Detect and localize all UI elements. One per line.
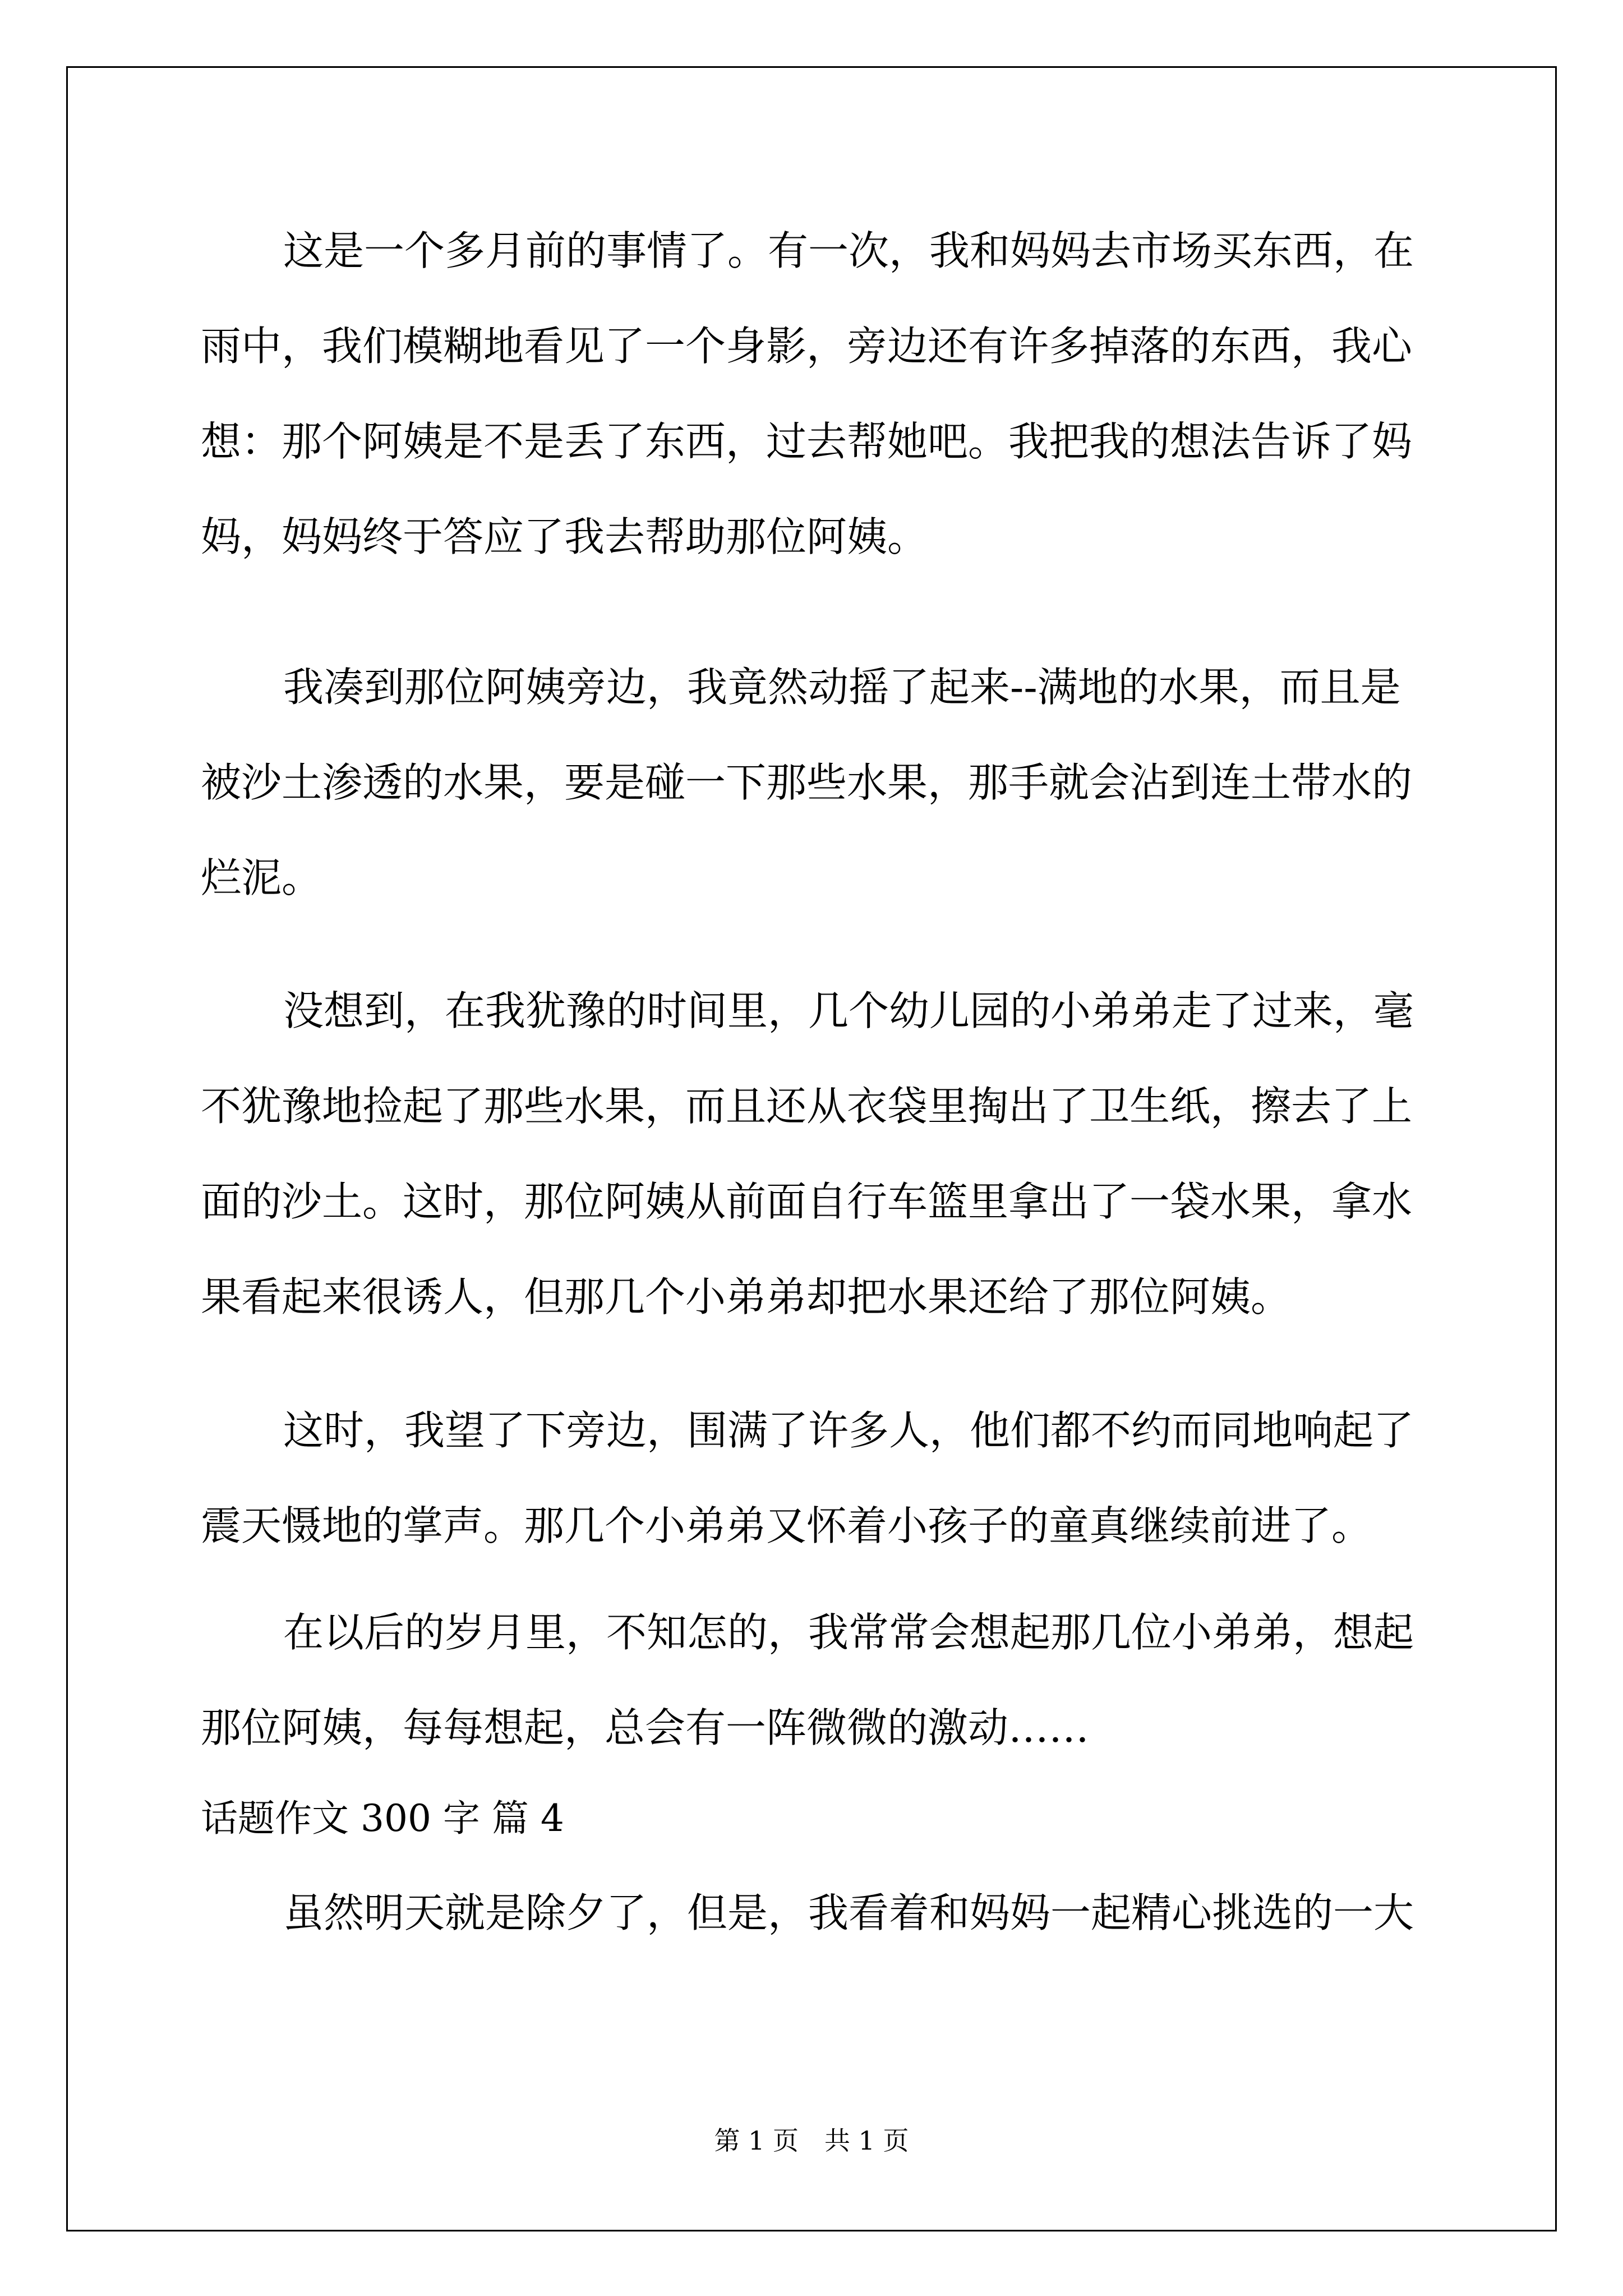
paragraph-3-line-1: 没想到，在我犹豫的时间里，几个幼儿园的小弟弟走了过来，毫	[283, 987, 1414, 1034]
paragraph-2-line-1: 我凑到那位阿姨旁边，我竟然动摇了起来--满地的水果，而且是	[283, 664, 1401, 711]
paragraph-3-line-3: 面的沙土。这时，那位阿姨从前面自行车篮里拿出了一袋水果，拿水	[201, 1178, 1413, 1225]
paragraph-3-line-2: 不犹豫地捡起了那些水果，而且还从衣袋里掏出了卫生纸，擦去了上	[201, 1083, 1413, 1130]
paragraph-3-line-4: 果看起来很诱人，但那几个小弟弟却把水果还给了那位阿姨。	[201, 1273, 1292, 1320]
paragraph-1-line-3: 想：那个阿姨是不是丢了东西，过去帮她吧。我把我的想法告诉了妈	[201, 418, 1413, 465]
paragraph-2-line-3: 烂泥。	[201, 854, 322, 901]
paragraph-2-line-2: 被沙土渗透的水果，要是碰一下那些水果，那手就会沾到连土带水的	[201, 759, 1413, 806]
paragraph-1-line-4: 妈，妈妈终于答应了我去帮助那位阿姨。	[201, 513, 928, 560]
paragraph-5-line-2: 那位阿姨，每每想起，总会有一阵微微的激动……	[201, 1704, 1090, 1751]
paragraph-4-line-1: 这时，我望了下旁边，围满了许多人，他们都不约而同地响起了	[283, 1407, 1414, 1454]
paragraph-4-line-2: 震天慑地的掌声。那几个小弟弟又怀着小孩子的童真继续前进了。	[201, 1502, 1372, 1549]
paragraph-6-line-1: 虽然明天就是除夕了，但是，我看着和妈妈一起精心挑选的一大	[283, 1889, 1414, 1936]
paragraph-5-line-1: 在以后的岁月里，不知怎的，我常常会想起那几位小弟弟，想起	[283, 1609, 1414, 1656]
section-heading: 话题作文 300 字 篇 4	[201, 1797, 564, 1840]
paragraph-1-line-1: 这是一个多月前的事情了。有一次，我和妈妈去市场买东西，在	[283, 227, 1414, 274]
page-number-footer: 第 1 页 共 1 页	[714, 2125, 909, 2156]
paragraph-1-line-2: 雨中，我们模糊地看见了一个身影，旁边还有许多掉落的东西，我心	[201, 323, 1413, 370]
